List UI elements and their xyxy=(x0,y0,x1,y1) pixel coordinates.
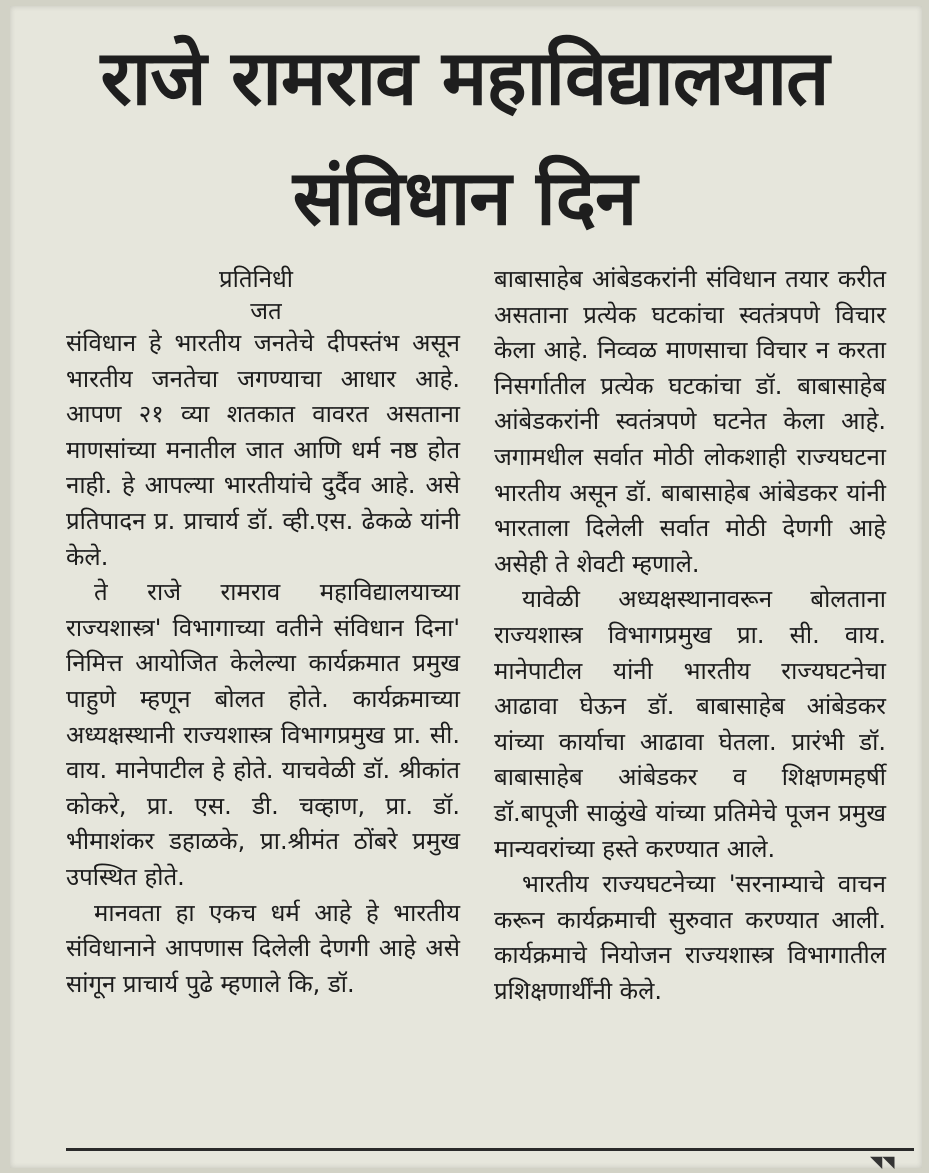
article-paragraph: यावेळी अध्यक्षस्थानावरून बोलताना राज्यशास्त्र विभागप्रमुख प्रा. सी. वाय. मानेपाटील यांनी भारतीय राज्यघटनेचा आढावा घेऊन डॉ. बाबासाहेब आंबेडकर यांच्या कार्याचा आढावा घेतला. प्रारंभी डॉ. बाबासाहेब आंबेडकर व शिक्षणमहर्षी डॉ.बापूजी साळुंखे यांच्या प्रतिमेचे पूजन प्रमुख मान्यवरांच्या हस्ते करण्यात आले. xyxy=(494,585,886,863)
article-right-column xyxy=(494,262,886,1009)
headline-line-1: राजे रामराव महाविद्यालयात xyxy=(100,33,829,122)
byline-author: प्रतिनिधी xyxy=(218,265,294,293)
corner-ornament-icon: ◥◥ xyxy=(870,1152,895,1171)
article-paragraph: संविधान हे भारतीय जनतेचे दीपस्तंभ असून भारतीय जनतेचा जगण्याचा आधार आहे. आपण २१ व्या शतकात वावरत असताना माणसांच्या मनातील जात आणि धर्म नष्ठ होत नाही. हे आपल्या भारतीयांचे दुर्दैव आहे. असे प्रतिपादन प्र. प्राचार्य डॉ. व्ही.एस. ढेकळे यांनी केले. xyxy=(66,329,460,571)
byline-place: जत xyxy=(250,297,282,325)
article-paragraph: भारतीय राज्यघटनेच्या 'सरनाम्याचे वाचन करून कार्यक्रमाची सुरुवात करण्यात आली. कार्यक्रमाचे नियोजन राज्यशास्त्र विभागातील प्रशिक्षणार्थींनी केले. xyxy=(494,870,886,1005)
bottom-rule xyxy=(66,1148,914,1151)
article-left-column xyxy=(66,262,460,1002)
headline-line-2: संविधान दिन xyxy=(292,153,637,242)
article-paragraph: मानवता हा एकच धर्म आहे हे भारतीय संविधानाने आपणास दिलेली देणगी आहे असे सांगून प्राचार्य पुढे म्हणाले कि, डॉ. xyxy=(66,898,460,998)
article-paragraph: ते राजे रामराव महाविद्यालयाच्या राज्यशास्त्र' विभागाच्या वतीने संविधान दिना' निमित्त आयोजित केलेल्या कार्यक्रमात प्रमुख पाहुणे म्हणून बोलत होते. कार्यक्रमाच्या अध्यक्षस्थानी राज्यशास्त्र विभागप्रमुख प्रा. सी. वाय. मानेपाटील हे होते. याचवेळी डॉ. श्रीकांत कोकरे, प्रा. एस. डी. चव्हाण, प्रा. डॉ. भीमाशंकर डहाळके, प्रा.श्रीमंत ठोंबरे प्रमुख उपस्थित होते. xyxy=(66,578,460,891)
article-paragraph: बाबासाहेब आंबेडकरांनी संविधान तयार करीत असताना प्रत्येक घटकांचा स्वतंत्रपणे विचार केला आहे. निव्वळ माणसाचा विचार न करता निसर्गातील प्रत्येक घटकांचा डॉ. बाबासाहेब आंबेडकरांनी स्वतंत्रपणे घटनेत केला आहे. जगामधील सर्वात मोठी लोकशाही राज्यघटना भारतीय असून डॉ. बाबासाहेब आंबेडकर यांनी भारताला दिलेली सर्वात मोठी देणगी आहे असेही ते शेवटी म्हणाले. xyxy=(494,265,886,578)
